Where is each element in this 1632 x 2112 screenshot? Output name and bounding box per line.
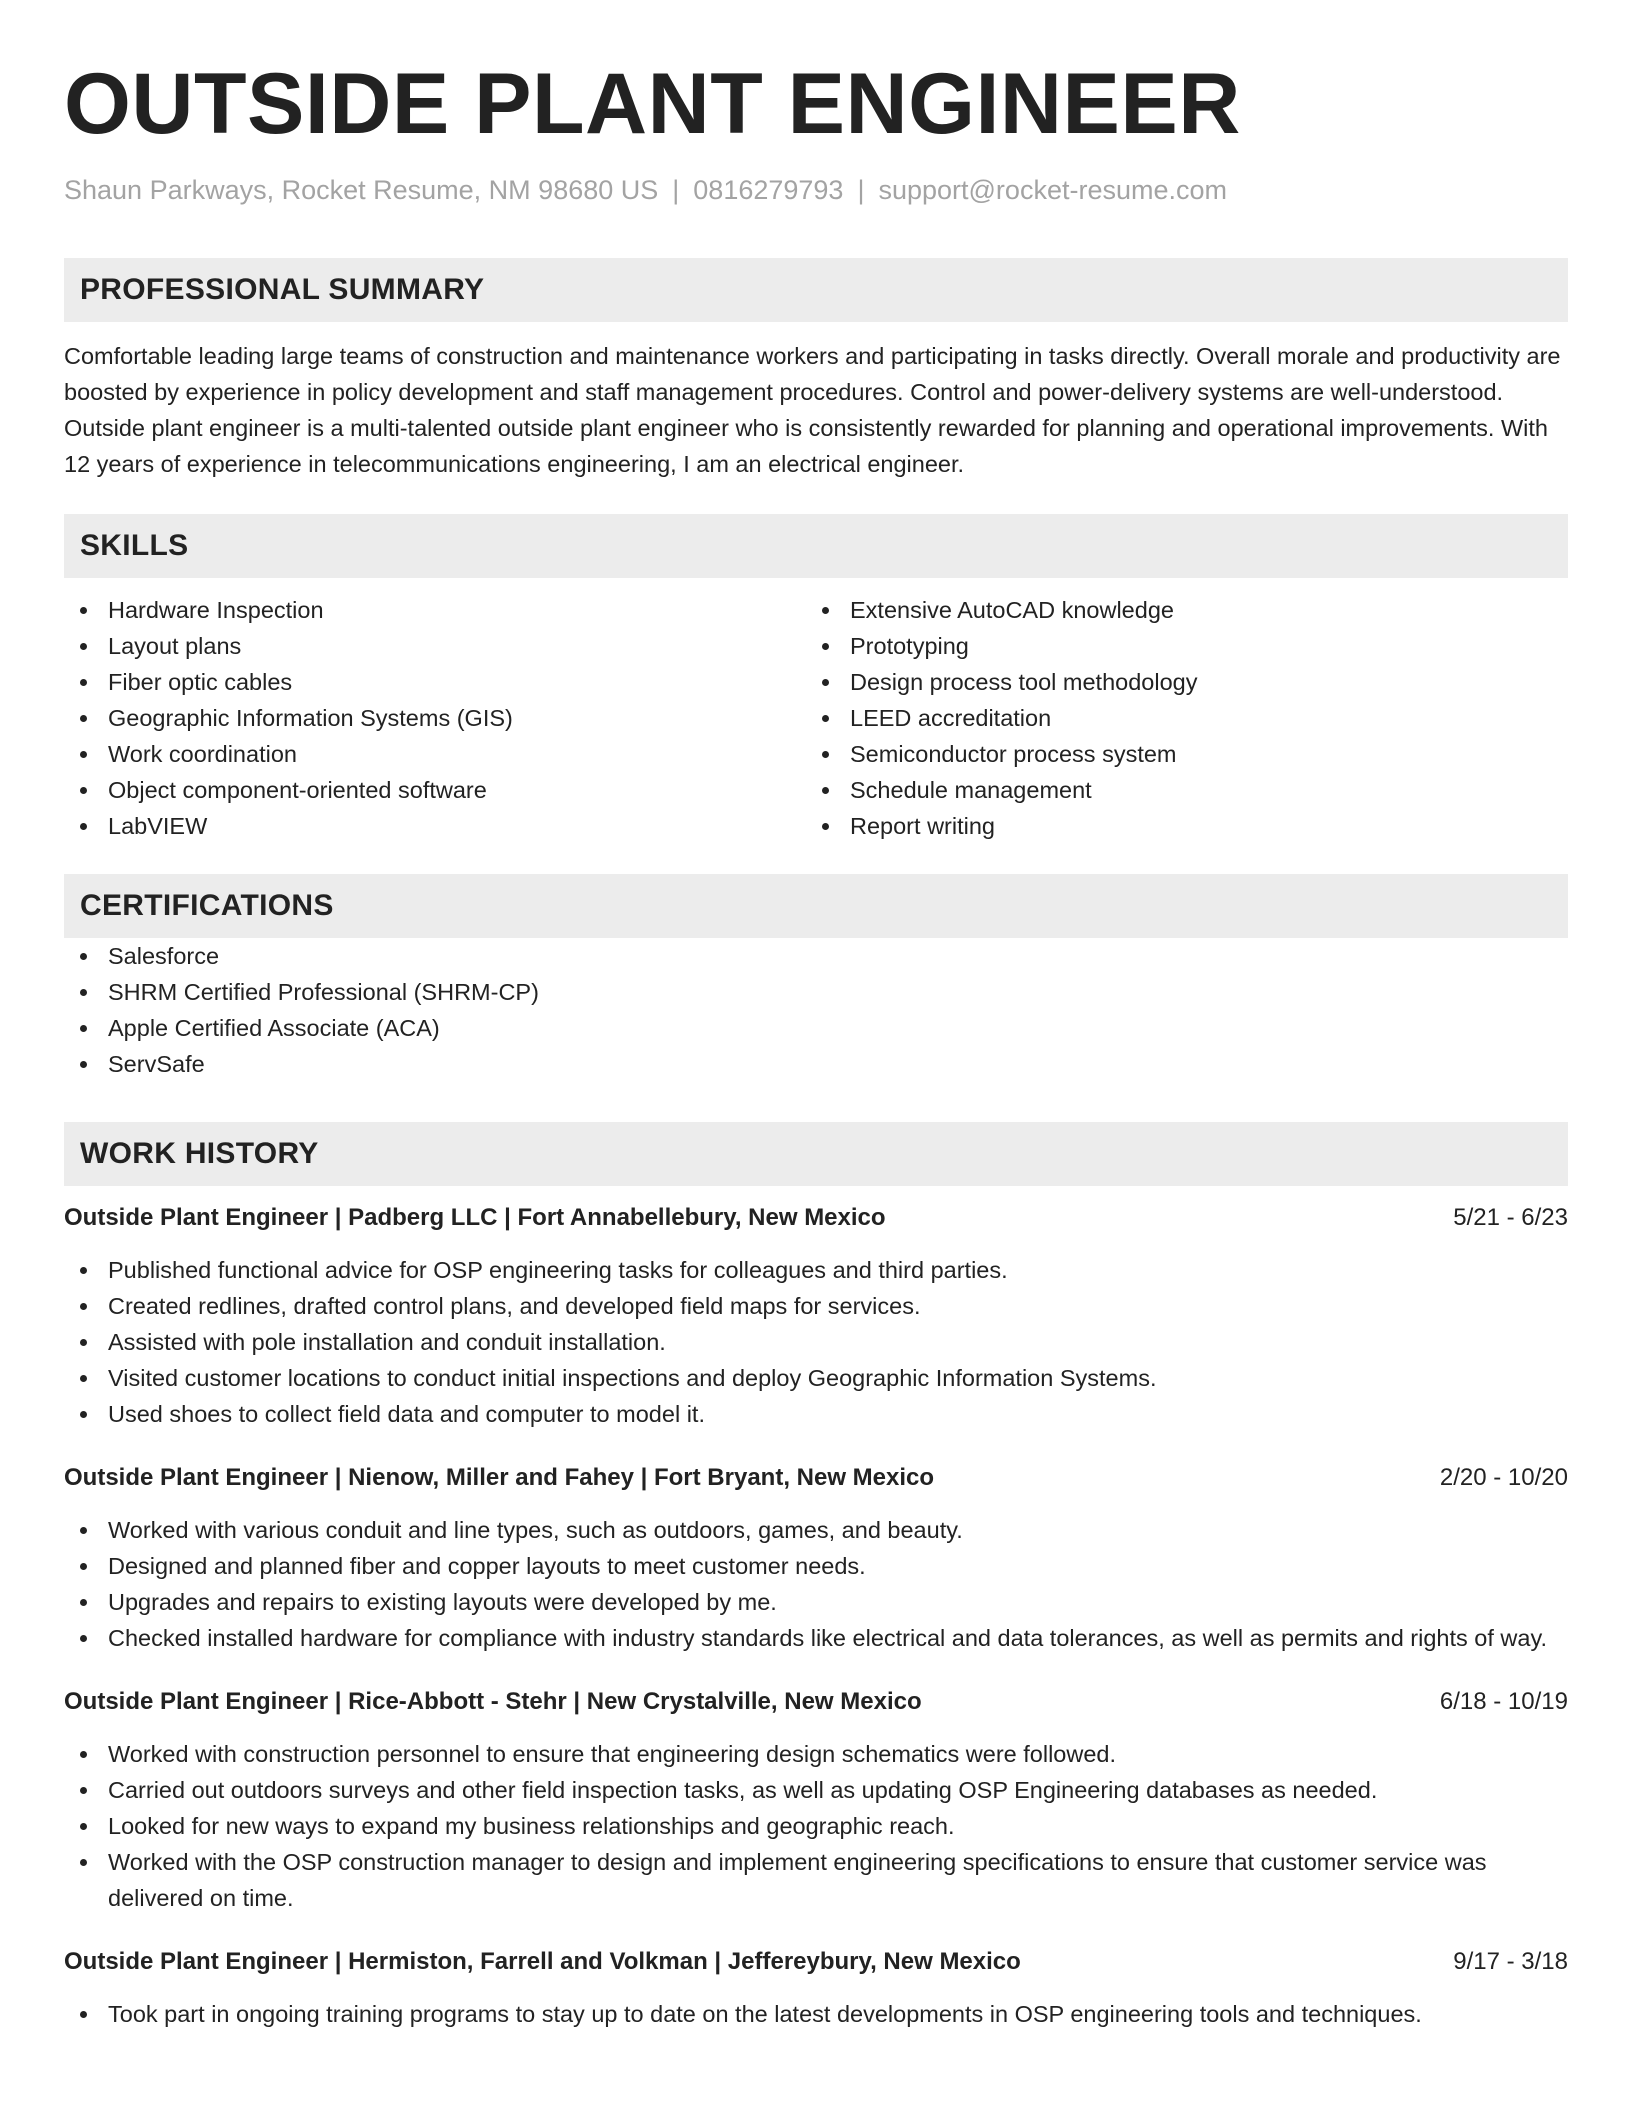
job-bullet: Used shoes to collect field data and computer to model it. <box>64 1396 1568 1432</box>
job-header <box>64 1944 1568 1980</box>
certifications-list <box>64 938 1568 1082</box>
skill-item: Fiber optic cables <box>64 664 806 700</box>
skill-item: Layout plans <box>64 628 806 664</box>
skill-item: Hardware Inspection <box>64 592 806 628</box>
contact-line <box>64 172 1568 208</box>
job-bullet: Looked for new ways to expand my business relationships and geographic reach. <box>64 1808 1568 1844</box>
job-entry <box>64 1684 1568 1916</box>
skill-item: Semiconductor process system <box>806 736 1548 772</box>
job-title: Outside Plant Engineer | Padberg LLC | Fort Annabellebury, New Mexico <box>64 1204 886 1231</box>
skills-list <box>64 592 1568 844</box>
skill-item: Design process tool methodology <box>806 664 1548 700</box>
job-bullets <box>64 1736 1568 1916</box>
job-bullet: Published functional advice for OSP engineering tasks for colleagues and third parties. <box>64 1252 1568 1288</box>
summary-text: Comfortable leading large teams of construction and maintenance workers and participating in tasks directly. Overall morale and productivity are boosted by experience in policy development and staff management procedures. Control and power-delivery systems are well-understood. Outside plant engineer is a multi-talented outside plant engineer who is consistently rewarded for planning and operational improvements. With 12 years of experience in telecommunications engineering, I am an electrical engineer. <box>64 343 1561 477</box>
skill-item: Geographic Information Systems (GIS) <box>64 700 806 736</box>
skills-column-right <box>806 592 1548 844</box>
skill-item: LabVIEW <box>64 808 806 844</box>
job-dates: 2/20 - 10/20 <box>1439 1464 1568 1491</box>
skill-item: Work coordination <box>64 736 806 772</box>
job-bullet: Worked with construction personnel to ensure that engineering design schematics were followed. <box>64 1736 1568 1772</box>
job-title: Outside Plant Engineer | Nienow, Miller and Fahey | Fort Bryant, New Mexico <box>64 1464 935 1491</box>
contact-separator: | <box>672 175 680 205</box>
job-bullet: Upgrades and repairs to existing layouts were developed by me. <box>64 1584 1568 1620</box>
job-bullet: Assisted with pole installation and conduit installation. <box>64 1324 1568 1360</box>
skill-item: Schedule management <box>806 772 1548 808</box>
job-bullet: Worked with various conduit and line types, such as outdoors, games, and beauty. <box>64 1512 1568 1548</box>
job-bullet: Took part in ongoing training programs to stay up to date on the latest developments in OSP engineering tools and techniques. <box>64 1996 1568 2032</box>
job-bullets <box>64 1512 1568 1656</box>
job-header <box>64 1200 1568 1236</box>
job-bullet: Carried out outdoors surveys and other field inspection tasks, as well as updating OSP Engineering databases as needed. <box>64 1772 1568 1808</box>
skill-item: Report writing <box>806 808 1548 844</box>
section-heading-certifications: CERTIFICATIONS <box>64 874 1568 938</box>
job-dates: 6/18 - 10/19 <box>1439 1688 1568 1715</box>
job-bullet: Checked installed hardware for compliance with industry standards like electrical and data tolerances, as well as permits and rights of way. <box>64 1620 1568 1656</box>
job-title: Outside Plant Engineer | Rice-Abbott - Stehr | New Crystalville, New Mexico <box>64 1688 922 1715</box>
job-bullet: Worked with the OSP construction manager to design and implement engineering specifications to ensure that customer service was delivered on time. <box>64 1844 1568 1916</box>
job-entry <box>64 1944 1568 2032</box>
job-bullet: Created redlines, drafted control plans, and developed field maps for services. <box>64 1288 1568 1324</box>
job-bullets <box>64 1252 1568 1432</box>
resume-name: OUTSIDE PLANT ENGINEER <box>64 56 1241 152</box>
contact-separator: | <box>857 175 865 205</box>
skill-item: Prototyping <box>806 628 1548 664</box>
certification-item: ServSafe <box>64 1046 1568 1082</box>
job-header <box>64 1460 1568 1496</box>
job-title: Outside Plant Engineer | Hermiston, Farrell and Volkman | Jeffereybury, New Mexico <box>64 1948 1021 1975</box>
job-entry <box>64 1460 1568 1656</box>
section-heading-summary: PROFESSIONAL SUMMARY <box>64 258 1568 322</box>
certification-item: SHRM Certified Professional (SHRM-CP) <box>64 974 1568 1010</box>
job-bullet: Visited customer locations to conduct initial inspections and deploy Geographic Information Systems. <box>64 1360 1568 1396</box>
skills-column-left <box>64 592 806 844</box>
contact-phone: 0816279793 <box>693 175 844 205</box>
job-entry <box>64 1200 1568 1432</box>
contact-email: support@rocket-resume.com <box>878 175 1227 205</box>
skill-item: Object component-oriented software <box>64 772 806 808</box>
skill-item: Extensive AutoCAD knowledge <box>806 592 1548 628</box>
contact-address: Shaun Parkways, Rocket Resume, NM 98680 US <box>64 175 659 205</box>
section-heading-skills: SKILLS <box>64 514 1568 578</box>
certification-item: Apple Certified Associate (ACA) <box>64 1010 1568 1046</box>
section-heading-work-history: WORK HISTORY <box>64 1122 1568 1186</box>
job-bullet: Designed and planned fiber and copper layouts to meet customer needs. <box>64 1548 1568 1584</box>
job-dates: 5/21 - 6/23 <box>1453 1204 1568 1231</box>
certification-item: Salesforce <box>64 938 1568 974</box>
job-dates: 9/17 - 3/18 <box>1453 1948 1568 1975</box>
job-bullets <box>64 1996 1568 2032</box>
resume-page <box>64 56 1568 2032</box>
job-header <box>64 1684 1568 1720</box>
skill-item: LEED accreditation <box>806 700 1548 736</box>
